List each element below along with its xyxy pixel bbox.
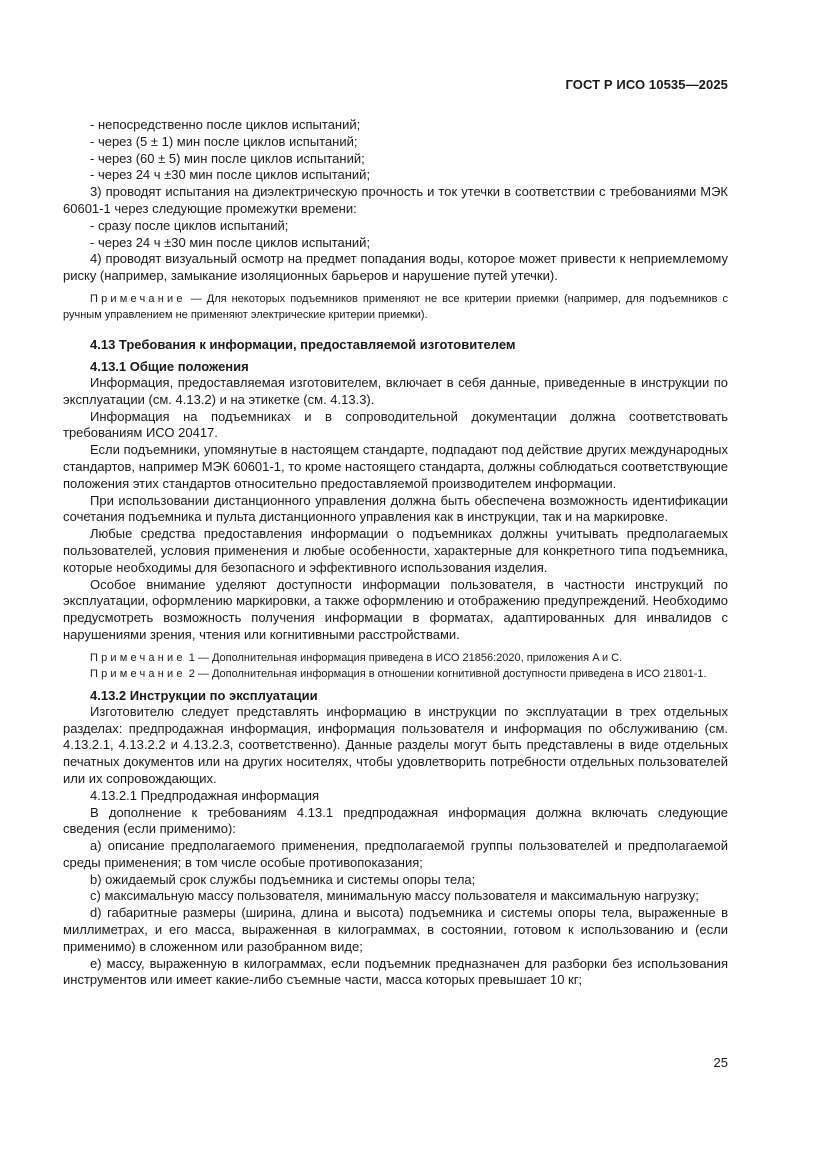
list-item: c) максимальную массу пользователя, минимальную массу пользователя и максимальную нагрузку; bbox=[90, 888, 699, 904]
list-item: d) габаритные размеры (ширина, длина и высота) подъемника и системы опоры тела, выраженные в миллиметрах, и его масса, выраженная в килограммах, в состоянии, готовом к использованию и (если применимо) в сложенном или разобранном виде; bbox=[63, 905, 728, 954]
paragraph: Информация на подъемниках и в сопроводительной документации должна соответствовать требованиям ИСО 20417. bbox=[63, 408, 728, 441]
note bbox=[63, 666, 728, 683]
paragraph: 3) проводят испытания на диэлектрическую прочность и ток утечки в соответствии с требованиями МЭК 60601-1 через следующие промежутки времени: bbox=[63, 184, 728, 216]
paragraph: Изготовителю следует представлять информацию в инструкции по эксплуатации в трех отдельных разделах: предпродажная информация, информация пользователя и информация по обслуживанию (см. 4.13.2.1, 4.13.2.2 и 4.13.2.3, соответственно). Данные разделы могут быть представлены в виде отдельных печатных документов или на других носителях, чтобы удовлетворить потребности отдельных пользователей или их сопровождающих. bbox=[63, 703, 728, 786]
note-label: Примечание bbox=[90, 292, 186, 305]
paragraph: - через 24 ч ±30 мин после циклов испытаний; bbox=[90, 234, 371, 250]
subsection-heading: 4.13.1 Общие положения bbox=[90, 358, 249, 374]
paragraph: - через (5 ± 1) мин после циклов испытаний; bbox=[90, 133, 358, 149]
paragraph: - сразу после циклов испытаний; bbox=[90, 217, 289, 233]
standard-header: ГОСТ Р ИСО 10535—2025 bbox=[565, 77, 728, 92]
list-item: a) описание предполагаемого применения, предполагаемой группы пользователей и предполагаемой среды применения; в том числе особые противопоказания; bbox=[63, 838, 728, 870]
list-item: b) ожидаемый срок службы подъемника и системы опоры тела; bbox=[90, 871, 476, 887]
paragraph: - через (60 ± 5) мин после циклов испытаний; bbox=[90, 150, 365, 166]
paragraph: 4) проводят визуальный осмотр на предмет попадания воды, которое может привести к неприемлемому риску (например, замыкание изоляционных барьеров и нарушение путей утечки). bbox=[63, 251, 728, 284]
note-label: Примечание bbox=[90, 668, 186, 681]
paragraph: Особое внимание уделяют доступности информации пользователя, в частности инструкций по эксплуатации, оформлению маркировки, а также оформлению и отображению предупреждений. Необходимо предусмотреть возможность получения информации в форматах, адаптированных для инвалидов с нарушениями зрения, чтения или когнитивными расстройствами. bbox=[63, 576, 728, 642]
list-item: e) массу, выраженную в килограммах, если подъемник предназначен для разборки без использования инструментов или имеет какие-либо съемные части, масса которых превышает 10 кг; bbox=[63, 955, 728, 988]
paragraph: В дополнение к требованиям 4.13.1 предпродажная информация должна включать следующие сведения (если применимо): bbox=[63, 804, 728, 837]
note-text: — Для некоторых подъемников применяют не все критерии приемки (например, для подъемников с ручным управлением не применяют электрические критерии приемки). bbox=[63, 292, 728, 322]
page-content bbox=[63, 117, 728, 989]
note bbox=[63, 650, 728, 667]
note bbox=[63, 291, 728, 324]
paragraph: Информация, предоставляемая изготовителем, включает в себя данные, приведенные в инструкции по эксплуатации (см. 4.13.2) и на этикетке (см. 4.13.3). bbox=[63, 374, 728, 407]
paragraph: 4.13.2.1 Предпродажная информация bbox=[90, 787, 319, 803]
paragraph: - через 24 ч ±30 мин после циклов испытаний; bbox=[90, 167, 371, 183]
paragraph: Любые средства предоставления информации о подъемниках должны учитывать предполагаемых пользователей, условия применения и любые особенности, характерные для конкретного типа подъемника, которые необходимы для безопасного и эффективного использования изделия. bbox=[63, 526, 728, 575]
note-text: 1 — Дополнительная информация приведена в ИСО 21856:2020, приложения A и C. bbox=[185, 651, 623, 664]
section-heading: 4.13 Требования к информации, предоставляемой изготовителем bbox=[90, 336, 516, 352]
subsection-heading: 4.13.2 Инструкции по эксплуатации bbox=[90, 687, 318, 703]
paragraph: При использовании дистанционного управления должна быть обеспечена возможность идентификации сочетания подъемника и пульта дистанционного управления как в инструкции, так и на маркировке. bbox=[63, 492, 728, 525]
page-number: 25 bbox=[713, 1055, 728, 1070]
note-text: 2 — Дополнительная информация в отношении когнитивной доступности приведена в ИСО 21801-1. bbox=[185, 668, 707, 681]
note-label: Примечание bbox=[90, 651, 186, 664]
paragraph: - непосредственно после циклов испытаний; bbox=[90, 117, 361, 132]
paragraph: Если подъемники, упомянутые в настоящем стандарте, подпадают под действие других международных стандартов, например МЭК 60601-1, то кроме настоящего стандарта, должны соблюдаться соответствующие положения этих стандартов относительно предоставляемой производителем информации. bbox=[63, 442, 728, 491]
